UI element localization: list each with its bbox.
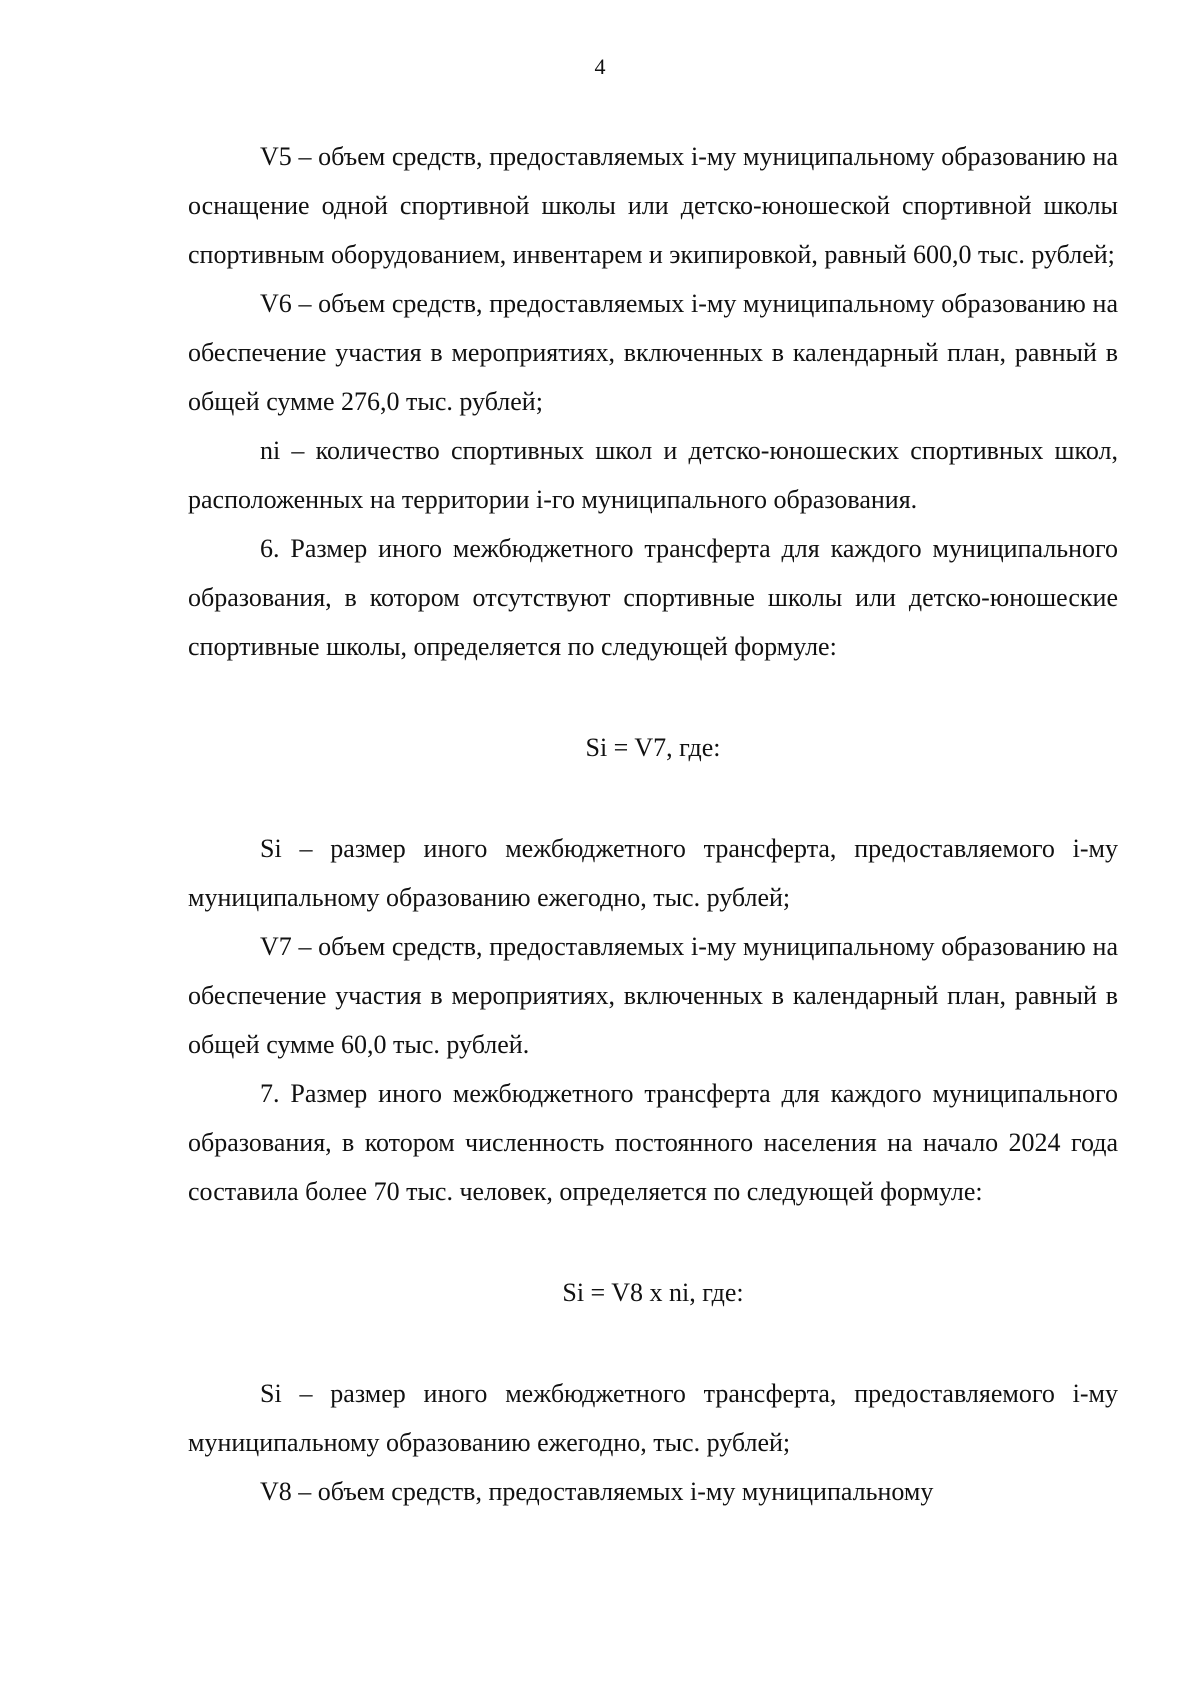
formula-si-v8-ni: Si = V8 x ni, где: — [562, 1278, 744, 1307]
paragraph-v5: V5 – объем средств, предоставляемых i-му муниципальному образованию на оснащение одной спортивной школы или детско-юношеской спортивной школы спортивным оборудованием, инвентарем и экипировкой, равный 600,0 тыс. рублей; — [188, 142, 1118, 269]
paragraph-ni: ni – количество спортивных школ и детско-юношеских спортивных школ, расположенных на территории i-го муниципального образования. — [188, 436, 1118, 514]
paragraph-si-definition-2: Si – размер иного межбюджетного трансферта, предоставляемого i-му муниципальному образованию ежегодно, тыс. рублей; — [188, 1379, 1118, 1457]
page-number: 4 — [594, 54, 606, 79]
formula-si-v7: Si = V7, где: — [585, 733, 721, 762]
paragraph-v7: V7 – объем средств, предоставляемых i-му муниципальному образованию на обеспечение участия в мероприятиях, включенных в календарный план, равный в общей сумме 60,0 тыс. рублей. — [188, 932, 1118, 1059]
paragraph-section-7: 7. Размер иного межбюджетного трансферта для каждого муниципального образования, в котором численность постоянного населения на начало 2024 года составила более 70 тыс. человек, определяется по следующей формуле: — [188, 1079, 1118, 1206]
document-body — [188, 132, 1118, 1516]
paragraph-section-6: 6. Размер иного межбюджетного трансферта для каждого муниципального образования, в котором отсутствуют спортивные школы или детско-юношеские спортивные школы, определяется по следующей формуле: — [188, 534, 1118, 661]
paragraph-si-definition-1: Si – размер иного межбюджетного трансферта, предоставляемого i-му муниципальному образованию ежегодно, тыс. рублей; — [188, 834, 1118, 912]
paragraph-v6: V6 – объем средств, предоставляемых i-му муниципальному образованию на обеспечение участия в мероприятиях, включенных в календарный план, равный в общей сумме 276,0 тыс. рублей; — [188, 289, 1118, 416]
paragraph-v8: V8 – объем средств, предоставляемых i-му муниципальному — [260, 1477, 934, 1506]
